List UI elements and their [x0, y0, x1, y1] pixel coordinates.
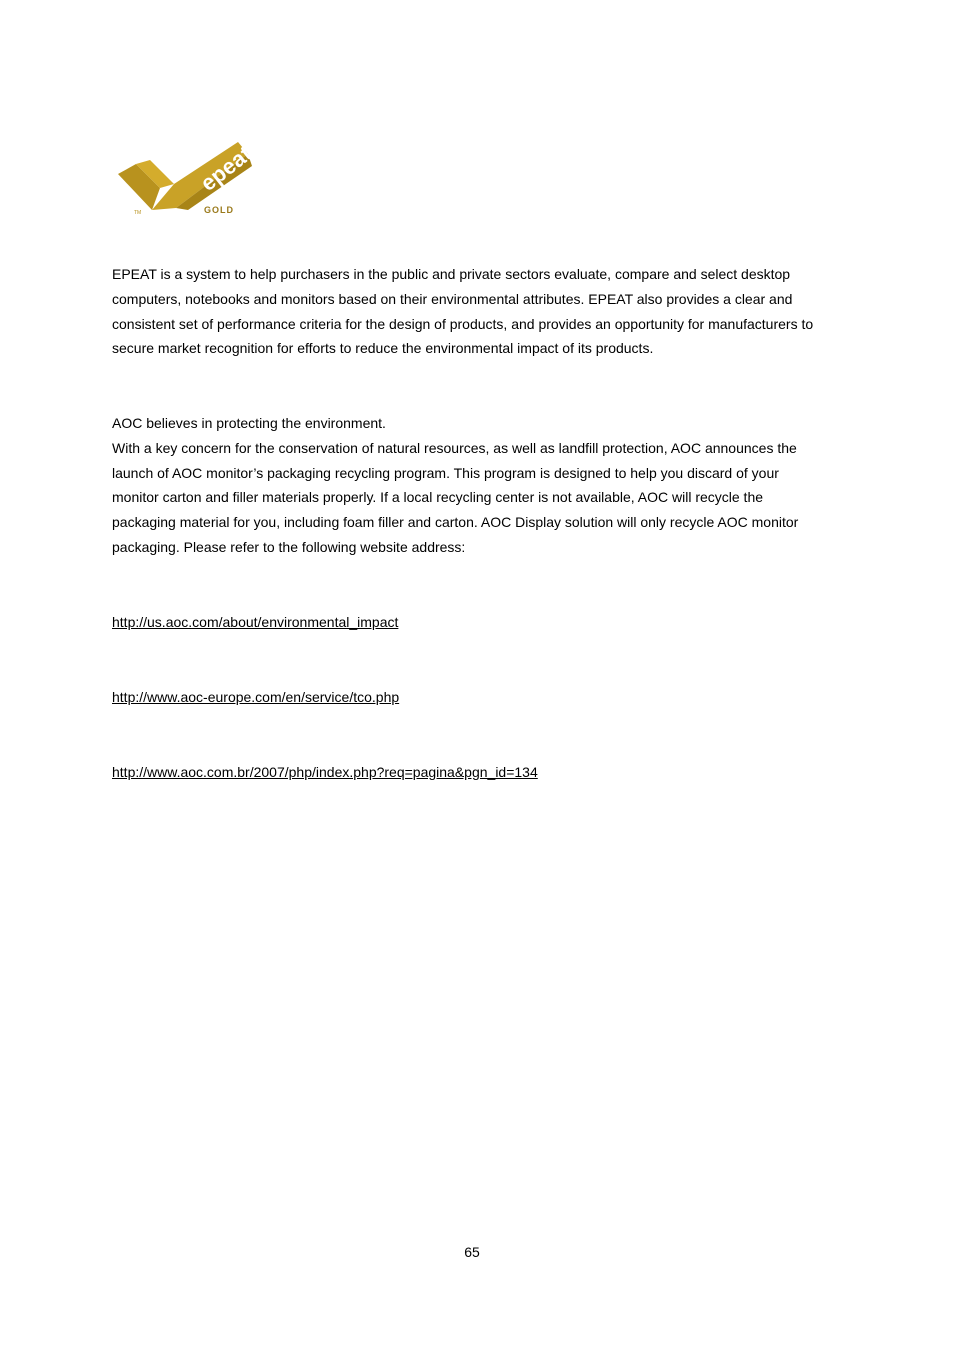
- aoc-recycling-description: [112, 411, 842, 560]
- text-line: packaging material for you, including foam filler and carton. AOC Display solution will only recycle AOC monitor: [112, 514, 799, 531]
- text-line: AOC believes in protecting the environment.: [112, 415, 386, 431]
- link-aoc-us[interactable]: http://us.aoc.com/about/environmental_impact: [112, 614, 399, 630]
- text-line: computers, notebooks and monitors based on their environmental attributes. EPEAT also provides a clear and: [112, 290, 793, 307]
- text-line: packaging. Please refer to the following website address:: [112, 538, 466, 555]
- text-line: consistent set of performance criteria for the design of products, and provides an opportunity for manufacturers to: [112, 315, 814, 332]
- text-line: secure market recognition for efforts to reduce the environmental impact of its products.: [112, 340, 654, 357]
- epeat-description: [112, 262, 842, 361]
- epeat-gold-logo-icon: [112, 138, 404, 254]
- epeat-logo-area: [112, 138, 404, 254]
- text-line: EPEAT is a system to help purchasers in the public and private sectors evaluate, compare and select desktop: [112, 266, 791, 282]
- page-number: 65: [464, 1244, 480, 1260]
- logo-tier-text: GOLD: [204, 205, 234, 215]
- link-aoc-brazil[interactable]: http://www.aoc.com.br/2007/php/index.php?req=pagina&pgn_id=134: [112, 764, 538, 780]
- logo-tm-text: TM: [134, 210, 142, 216]
- link-aoc-europe[interactable]: http://www.aoc-europe.com/en/service/tco.php: [112, 689, 400, 705]
- text-line: monitor carton and filler materials properly. If a local recycling center is not available, AOC will recycle the: [112, 489, 764, 506]
- logo-brand-text: epeat: [195, 140, 257, 196]
- text-line: launch of AOC monitor’s packaging recycling program. This program is designed to help you discard of your: [112, 464, 779, 481]
- text-line: With a key concern for the conservation of natural resources, as well as landfill protection, AOC announces the: [112, 439, 797, 456]
